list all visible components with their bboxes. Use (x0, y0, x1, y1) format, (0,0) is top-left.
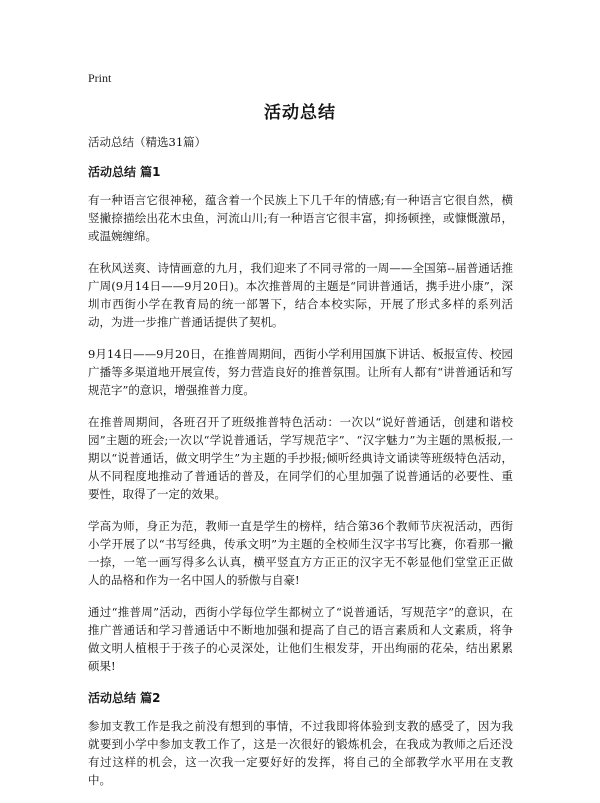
print-link[interactable]: Print (88, 71, 112, 85)
document-subtitle: 活动总结（精选31篇） (88, 135, 207, 149)
page-title: 活动总结 (264, 103, 336, 123)
paragraph: 通过“推普周”活动，西街小学每位学生都树立了“说普通话，写规范字”的意识，在推广普通话和学习普通话中不断地加强和提高了自己的语言素质和人文素质，将争做文明人植根于于孩子的心灵深处，让他们生根发芽，开出绚丽的花朵，结出累累硕果! (88, 605, 513, 673)
paragraph: 在推普周期间，各班召开了班级推普特色活动：一次以“说好普通话，创建和谐校园”主题的班会;一次以“学说普通话，学写规范字”、“汉字魅力”为主题的黑板报,一期以“说普通话，做文明学生”为主题的手抄报;倾听经典诗文诵读等班级特色活动，从不同程度地推动了普通话的普及，在同学们的心里加强了说普通话的必要性、重要性，取得了一定的效果。 (88, 415, 513, 501)
section-2 (88, 689, 513, 789)
paragraph: 学高为师，身正为范，教师一直是学生的榜样，结合第36个教师节庆祝活动，西街小学开展了以“书写经典，传承文明”为主题的全校师生汉字书写比赛，你看那一撇一捺，一笔一画写得多么认真，横平竖直方方正正的汉字无不彰显他们堂堂正正做人的品格和作为一名中国人的骄傲与自豪! (88, 519, 513, 587)
document-body (88, 133, 513, 803)
section-1 (88, 163, 513, 675)
section-heading: 活动总结 篇1 (88, 165, 161, 179)
paragraph: 有一种语言它很神秘，蕴含着一个民族上下几千年的情感;有一种语言它很自然，横竖撇捺描绘出花木虫鱼，河流山川;有一种语言它很丰富，抑扬顿挫，或慷慨激昂，或温婉缠绵。 (88, 193, 513, 243)
section-heading: 活动总结 篇2 (88, 691, 161, 705)
paragraph: 在秋风送爽、诗情画意的九月，我们迎来了不同寻常的一周——全国第--届普通话推广周(9月14日——9月20日)。本次推普周的主题是“同讲普通话，携手进小康”，深圳市西街小学在教育局的统一部署下，结合本校实际，开展了形式多样的系列活动，为进一步推广普通话提供了契机。 (88, 261, 513, 329)
paragraph: 参加支教工作是我之前没有想到的事情，不过我即将体验到支教的感受了，因为我就要到小学中参加支教工作了，这是一次很好的锻炼机会，在我成为教师之后还没有过这样的机会，这一次我一定要好好的发挥，将自己的全部教学水平用在支教中。 (88, 719, 513, 787)
paragraph: 9月14日——9月20日，在推普周期间，西街小学利用国旗下讲话、板报宣传、校园广播等多渠道地开展宣传，努力营造良好的推普氛围。让所有人都有“讲普通话和写规范字”的意识，增强推普力度。 (88, 347, 513, 397)
